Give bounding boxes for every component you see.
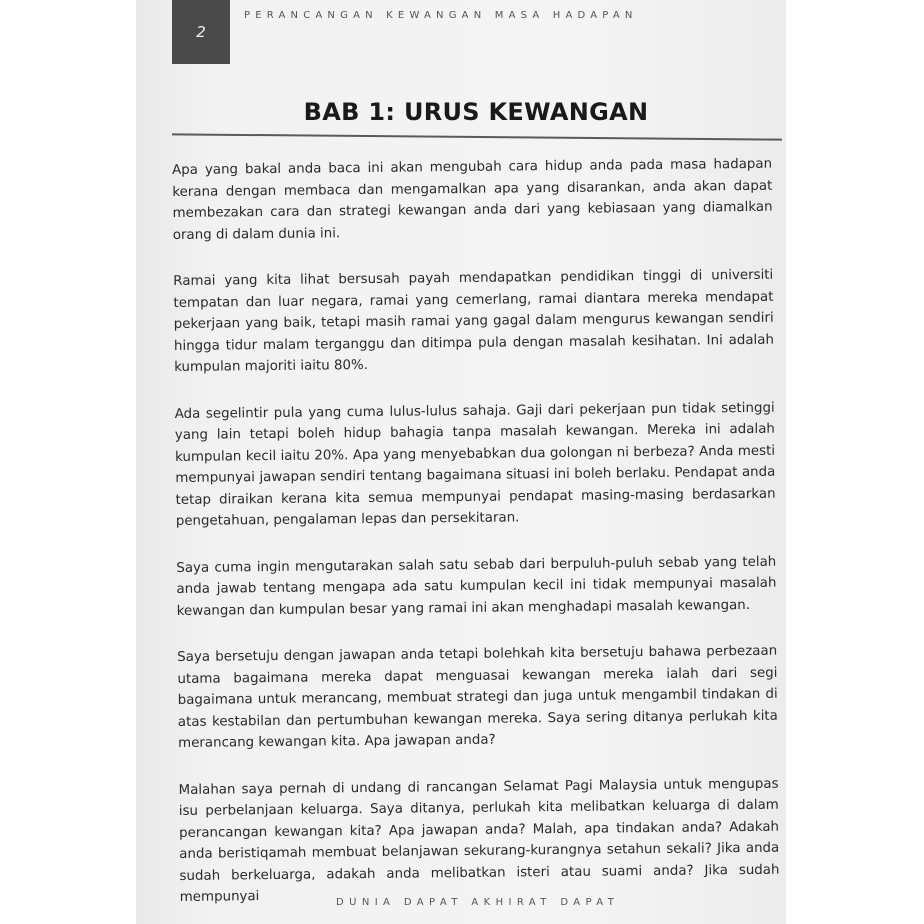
paragraph: Apa yang bakal anda baca ini akan mengubah cara hidup anda pada masa hadapan kerana dengan membaca dan mengamalkan apa yang disarankan, anda akan dapat membezakan cara dan strategi kewangan anda dari yang kebiasaan yang diamalkan orang di dalam dunia ini. <box>172 156 773 243</box>
chapter-label: BAB 1: <box>303 98 396 126</box>
book-page <box>136 0 786 924</box>
running-header: PERANCANGAN KEWANGAN MASA HADAPAN <box>244 10 638 21</box>
chapter-title <box>256 98 696 126</box>
chapter-name: URUS KEWANGAN <box>403 98 649 126</box>
paragraph: Malahan saya pernah di undang di rancangan Selamat Pagi Malaysia untuk mengupas isu perbelanjaan keluarga. Saya ditanya, perlukah kita melibatkan keluarga di dalam perancangan kewangan kita? Apa jawapan anda? Malah, apa tindakan anda? Adakah anda beristiqamah membuat belanjawan sekurang-kurangnya setahun sekali? Jika anda sudah berkeluarga, adakah anda melibatkan isteri atau suami anda? Jika sudah mempunyai <box>178 776 780 905</box>
title-divider <box>172 133 782 140</box>
paragraph: Ramai yang kita lihat bersusah payah mendapatkan pendidikan tinggi di universiti tempatan dan luar negara, ramai yang cemerlang, ramai diantara mereka mendapat pekerjaan yang baik, tetapi masih ramai yang gagal dalam mengurus kewangan sendiri hingga tidur malam terganggu dan ditimpa pula dengan masalah kesihatan. Ini adalah kumpulan majoriti iaitu 80%. <box>173 267 774 375</box>
running-footer: DUNIA DAPAT AKHIRAT DAPAT <box>336 897 620 908</box>
body-text <box>172 154 780 924</box>
paragraph: Ada segelintir pula yang cuma lulus-lulus sahaja. Gaji dari pekerjaan pun tidak setinggi yang lain tetapi boleh hidup bahagia tanpa masalah kewangan. Mereka ini adalah kumpulan kecil iaitu 20%. Apa yang menyebabkan dua golongan ni berbeza? Anda mesti mempunyai jawapan sendiri tentang bagaimana situasi ini boleh berlaku. Pendapat anda tetap diraikan kerana kita semua mempunyai pendapat masing-masing berdasarkan pengetahuan, pengalaman lepas dan persekitaran. <box>174 400 776 529</box>
page-number: 2 <box>172 0 230 64</box>
paragraph: Saya cuma ingin mengutarakan salah satu sebab dari berpuluh-puluh sebab yang telah anda jawab tentang mengapa ada satu kumpulan kecil ini tidak mempunyai masalah kewangan dan kumpulan besar yang ramai ini akan menghadapi masalah kewangan. <box>176 554 777 619</box>
paragraph: Saya bersetuju dengan jawapan anda tetapi bolehkah kita bersetuju bahawa perbezaan utama bagaimana mereka dapat menguasai kewangan mereka ialah dari segi bagaimana untuk merancang, membuat strategi dan juga untuk mengambil tindakan di atas kestabilan dan pertumbuhan kewangan mereka. Saya sering ditanya perlukah kita merancang kewangan kita. Apa jawapan anda? <box>177 643 778 751</box>
